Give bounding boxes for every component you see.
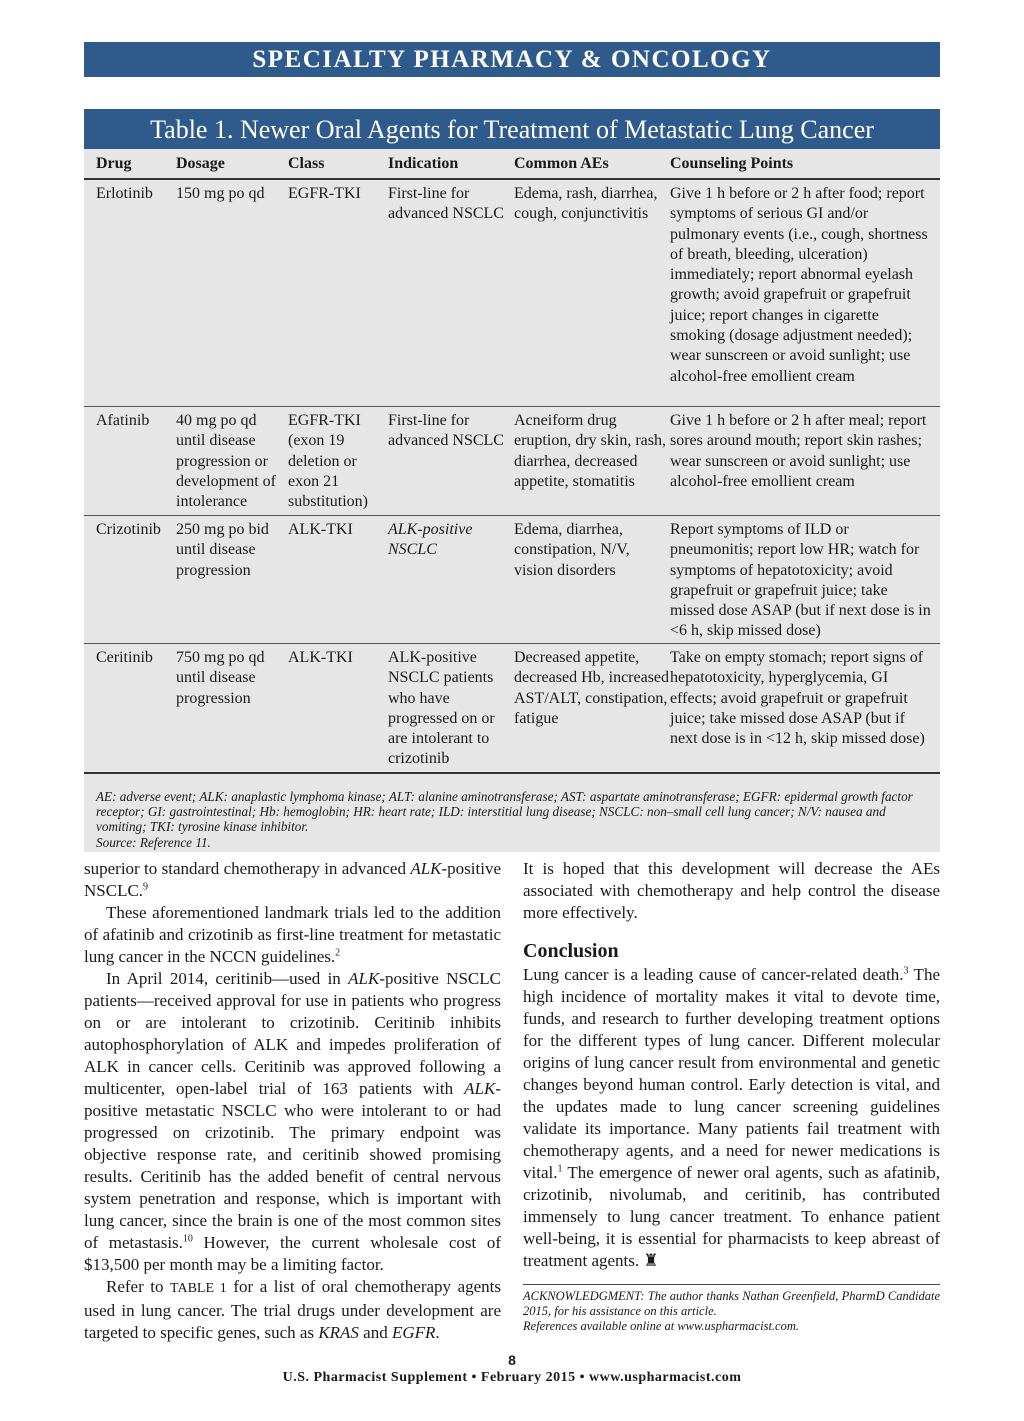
cell-aes: Decreased appetite, decreased Hb, increased AST/ALT, constipation, fatigue (514, 649, 670, 727)
cell-aes: Edema, rash, diarrhea, cough, conjunctivitis (514, 185, 658, 223)
cell-aes: Acneiform drug eruption, dry skin, rash, diarrhea, decreased appetite, stomatitis (514, 412, 666, 490)
cell-counseling: Take on empty stomach; report signs of hepatotoxicity, hyperglycemia, GI effects; avoid grapefruit or grapefruit juice; take missed dose ASAP (but if next dose is in <12 h, skip missed dose) (670, 649, 925, 748)
cell-dosage: 750 mg po qd until disease progression (176, 649, 265, 707)
header-counseling: Counseling Points (670, 155, 794, 172)
cell-drug: Ceritinib (96, 649, 153, 666)
cell-class: ALK-TKI (288, 649, 353, 666)
paragraph: In April 2014, ceritinib—used in ALK-positive NSCLC patients—received approval for use in patients who progress on or are intolerant to crizotinib. Ceritinib inhibits autophosphorylation of ALK and impedes proliferation of ALK in cancer cells. Ceritinib was approved following a multicenter, open-label trial of 163 patients with ALK-positive metastatic NSCLC who were intolerant to or had progressed on crizotinib. The primary endpoint was objective response rate, and ceritinib showed promising results. Ceritinib has the added benefit of central nervous system penetration and response, which is important with lung cancer, since the brain is one of the most common sites of metastasis.$^{10}$ However, the current wholesale cost of $13,500 per month may be a limiting factor. (84, 969, 501, 1274)
table-header-row (84, 149, 940, 178)
cell-aes: Edema, diarrhea, constipation, N/V, vision disorders (514, 521, 630, 579)
conclusion-heading: Conclusion (523, 940, 619, 962)
paragraph: These aforementioned landmark trials led to the addition of afatinib and crizotinib as first-line treatment for metastatic lung cancer in the NCCN guidelines.$^2$ (84, 903, 501, 966)
cell-drug: Afatinib (96, 412, 150, 429)
cell-class: EGFR-TKI (288, 185, 361, 202)
table-row (84, 407, 940, 515)
section-banner: SPECIALTY PHARMACY & ONCOLOGY (84, 42, 940, 77)
header-drug: Drug (96, 155, 132, 172)
cell-class: EGFR-TKI (exon 19 deletion or exon 21 substitution) (288, 412, 369, 511)
cell-indication: First-line for advanced NSCLC (388, 412, 504, 450)
cell-dosage: 40 mg po qd until disease progression or development of intolerance (176, 412, 276, 511)
cell-drug: Erlotinib (96, 185, 153, 202)
cell-indication: ALK-positive NSCLC (388, 521, 473, 559)
table-title: Table 1. Newer Oral Agents for Treatment of Metastatic Lung Cancer (84, 109, 940, 149)
paragraph: It is hoped that this development will decrease the AEs associated with chemotherapy and help control the disease more effectively. (523, 859, 940, 922)
cell-counseling: Give 1 h before or 2 h after food; report symptoms of serious GI and/or pulmonary events (i.e., cough, shortness of breath, bleeding, ulceration) immediately; report abnormal eyelash growth; avoid grapefruit or grapefruit juice; report changes in cigarette smoking (dosage adjustment needed); wear sunscreen or avoid sunlight; use alcohol-free emollient cream (670, 185, 928, 385)
right-column (523, 858, 940, 1334)
table-reference-link: TABLE 1 (170, 1281, 227, 1296)
source-note: Source: Reference 11. (96, 834, 211, 850)
header-indication: Indication (388, 155, 459, 172)
cell-counseling: Give 1 h before or 2 h after meal; report sores around mouth; report skin rashes; wear sunscreen or avoid sunlight; use alcohol-free emollient cream (670, 412, 927, 490)
table-row (84, 644, 940, 772)
abbreviations-text: AE: adverse event; ALK: anaplastic lymphoma kinase; ALT: alanine aminotransferase; AST: aspartate aminotransferase; EGFR: epidermal growth factor receptor; GI: gastrointestinal; Hb: hemoglobin; HR: heart rate; ILD: interstitial lung disease; NSCLC: non–small cell lung cancer; N/V: nausea and vomiting; TKI: tyrosine kinase inhibitor. (96, 789, 913, 835)
cell-dosage: 150 mg po qd (176, 185, 265, 202)
left-column (84, 858, 501, 1344)
page-number: 8 (508, 1352, 516, 1368)
references-note: References available online at www.uspharmacist.com. (523, 1319, 799, 1333)
paragraph: Lung cancer is a leading cause of cancer-related death.$^3$ The high incidence of mortality makes it vital to devote time, funds, and research to further developing treatment options for the different types of lung cancer. Different molecular origins of lung cancer result from environmental and genetic changes beyond human control. Early detection is vital, and the updates made to lung cancer screening guidelines validate its importance. Many patients fail treatment with chemotherapy agents, and a need for newer medications is vital.$^1$ The emergence of newer oral agents, such as afatinib, crizotinib, nivolumab, and ceritinib, has contributed immensely to lung cancer treatment. To enhance patient well-being, it is essential for pharmacists to keep abreast of treatment agents. ♜ (523, 965, 940, 1270)
cell-drug: Crizotinib (96, 521, 161, 538)
cell-dosage: 250 mg po bid until disease progression (176, 521, 269, 579)
header-class: Class (288, 155, 325, 172)
end-mark-icon: ♜ (643, 1251, 659, 1270)
acknowledgment (523, 1284, 940, 1334)
cell-counseling: Report symptoms of ILD or pneumonitis; report low HR; watch for symptoms of hepatotoxicity; avoid grapefruit or grapefruit juice; take missed dose ASAP (but if next dose is in <6 h, skip missed dose) (670, 521, 931, 640)
table-row (84, 180, 940, 406)
cell-indication: First-line for advanced NSCLC (388, 185, 504, 223)
table-bottom-rule (84, 772, 940, 774)
paragraph: superior to standard chemotherapy in advanced ALK-positive NSCLC.$^9$ (84, 859, 501, 900)
cell-class: ALK-TKI (288, 521, 353, 538)
drug-table (84, 109, 940, 852)
page-footer: U.S. Pharmacist Supplement • February 2015 • www.uspharmacist.com (282, 1370, 742, 1385)
table-row (84, 516, 940, 643)
acknowledgment-text: ACKNOWLEDGMENT: The author thanks Nathan Greenfield, PharmD Candidate 2015, for his assistance on this article. (523, 1289, 940, 1318)
cell-indication: ALK-positive NSCLC patients who have progressed on or are intolerant to crizotinib (388, 649, 495, 768)
table-footnote (96, 789, 932, 850)
header-common-aes: Common AEs (514, 155, 609, 172)
paragraph: Refer to TABLE 1 for a list of oral chemotherapy agents used in lung cancer. The trial drugs under development are targeted to specific genes, such as KRAS and EGFR. (84, 1277, 501, 1342)
header-dosage: Dosage (176, 155, 225, 172)
